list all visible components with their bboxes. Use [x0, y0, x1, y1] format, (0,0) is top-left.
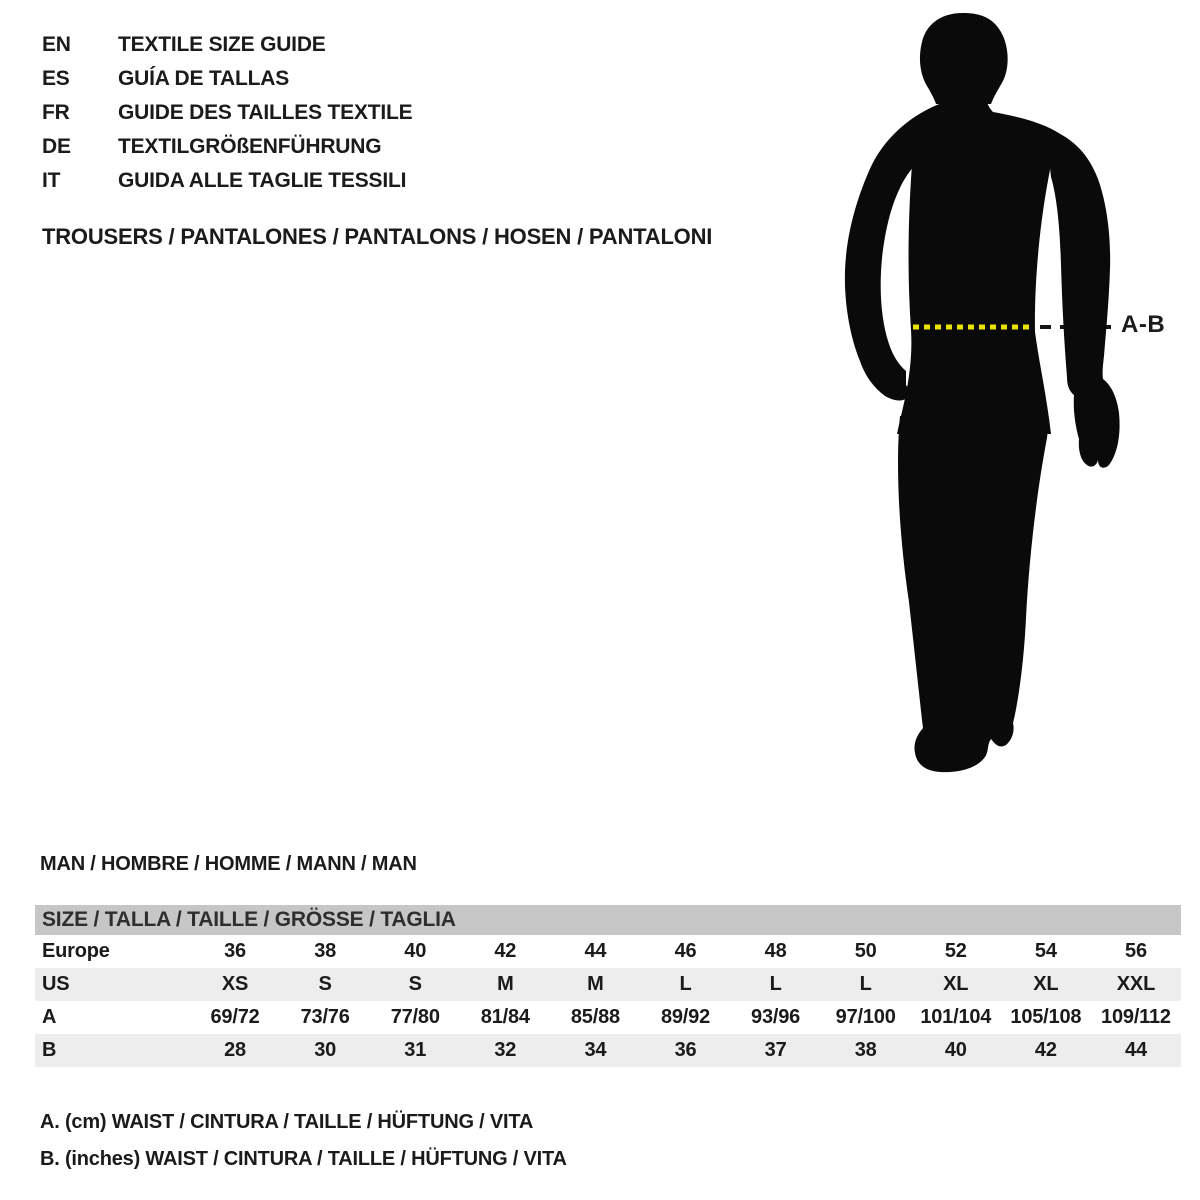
size-cell: 44 — [1125, 1039, 1147, 1061]
size-cell: 38 — [854, 1039, 877, 1061]
table-row-b-inches — [35, 1034, 1181, 1067]
language-row-it — [42, 164, 412, 198]
silhouette-figure — [820, 0, 1200, 800]
size-cell: 36 — [224, 940, 246, 962]
language-row-es — [42, 62, 412, 96]
size-cell: L — [859, 973, 872, 995]
silhouette-legs — [898, 416, 1049, 772]
language-code: ES — [42, 67, 70, 90]
measurement-label-ab: A-B — [1121, 311, 1166, 338]
man-silhouette-svg — [820, 0, 1200, 800]
size-cell: 52 — [944, 940, 967, 962]
size-cell: L — [769, 973, 782, 995]
language-row-fr — [42, 96, 412, 130]
size-cell: 40 — [404, 940, 427, 962]
size-table-header: SIZE / TALLA / TAILLE / GRÖSSE / TAGLIA — [35, 905, 1181, 935]
row-label: B — [42, 1039, 57, 1061]
size-cell: M — [587, 973, 604, 995]
category-title: TROUSERS / PANTALONES / PANTALONS / HOSEN / PANTALONI — [42, 224, 713, 249]
language-row-en — [42, 28, 412, 62]
footnote-a: A. (cm) WAIST / CINTURA / TAILLE / HÜFTUNG / VITA — [40, 1111, 534, 1133]
footnotes — [40, 1108, 567, 1182]
size-cell: XL — [1033, 973, 1059, 995]
size-cell: 28 — [224, 1039, 246, 1061]
size-cell: M — [497, 973, 514, 995]
size-cell: 32 — [494, 1039, 517, 1061]
table-row-europe — [35, 935, 1181, 968]
size-cell: 44 — [584, 940, 607, 962]
size-cell: 101/104 — [920, 1006, 992, 1028]
size-cell: 30 — [314, 1039, 337, 1061]
size-cell: 31 — [404, 1039, 427, 1061]
language-row-de — [42, 130, 412, 164]
row-label: Europe — [42, 940, 110, 962]
size-cell: XS — [221, 973, 249, 995]
footnote-b: B. (inches) WAIST / CINTURA / TAILLE / HÜFTUNG / VITA — [40, 1148, 567, 1170]
size-cell: 42 — [494, 940, 517, 962]
size-cell: 56 — [1125, 940, 1147, 962]
silhouette-right-arm — [1050, 130, 1120, 468]
language-list — [42, 28, 412, 198]
size-cell: 105/108 — [1010, 1006, 1082, 1028]
language-code: DE — [42, 135, 71, 158]
size-cell: 73/76 — [300, 1006, 350, 1028]
size-cell: 109/112 — [1101, 1006, 1171, 1028]
size-cell: 38 — [314, 940, 337, 962]
size-cell: 37 — [764, 1039, 787, 1061]
size-cell: 89/92 — [660, 1006, 711, 1028]
table-row-us — [35, 968, 1181, 1001]
row-label: A — [42, 1006, 57, 1028]
size-cell: 97/100 — [835, 1006, 896, 1028]
size-cell: 81/84 — [480, 1006, 530, 1028]
size-cell: 85/88 — [570, 1006, 620, 1028]
section-title: MAN / HOMBRE / HOMME / MANN / MAN — [40, 853, 417, 875]
language-code: EN — [42, 33, 71, 56]
language-title: GUÍA DE TALLAS — [118, 67, 290, 90]
size-cell: 77/80 — [390, 1006, 440, 1028]
size-cell: S — [408, 973, 422, 995]
size-cell: 36 — [674, 1039, 697, 1061]
size-cell: S — [318, 973, 332, 995]
language-code: IT — [42, 169, 61, 192]
size-cell: 34 — [584, 1039, 607, 1061]
size-cell: 54 — [1034, 940, 1057, 962]
size-cell: 48 — [764, 940, 787, 962]
table-row-a-cm — [35, 1001, 1181, 1034]
language-title: TEXTILGRÖßENFÜHRUNG — [118, 135, 382, 158]
size-cell: 46 — [674, 940, 697, 962]
size-cell: 69/72 — [210, 1006, 260, 1028]
language-code: FR — [42, 101, 70, 124]
size-cell: 40 — [944, 1039, 967, 1061]
size-cell: L — [679, 973, 692, 995]
size-cell: 50 — [854, 940, 877, 962]
size-cell: XL — [943, 973, 969, 995]
language-title: GUIDA ALLE TAGLIE TESSILI — [118, 169, 407, 192]
size-table — [35, 905, 1181, 1067]
size-cell: 93/96 — [751, 1006, 801, 1028]
size-cell: 42 — [1034, 1039, 1057, 1061]
language-title: GUIDE DES TAILLES TEXTILE — [118, 101, 413, 124]
language-title: TEXTILE SIZE GUIDE — [118, 33, 326, 56]
size-cell: XXL — [1116, 973, 1156, 995]
row-label: US — [42, 973, 70, 995]
